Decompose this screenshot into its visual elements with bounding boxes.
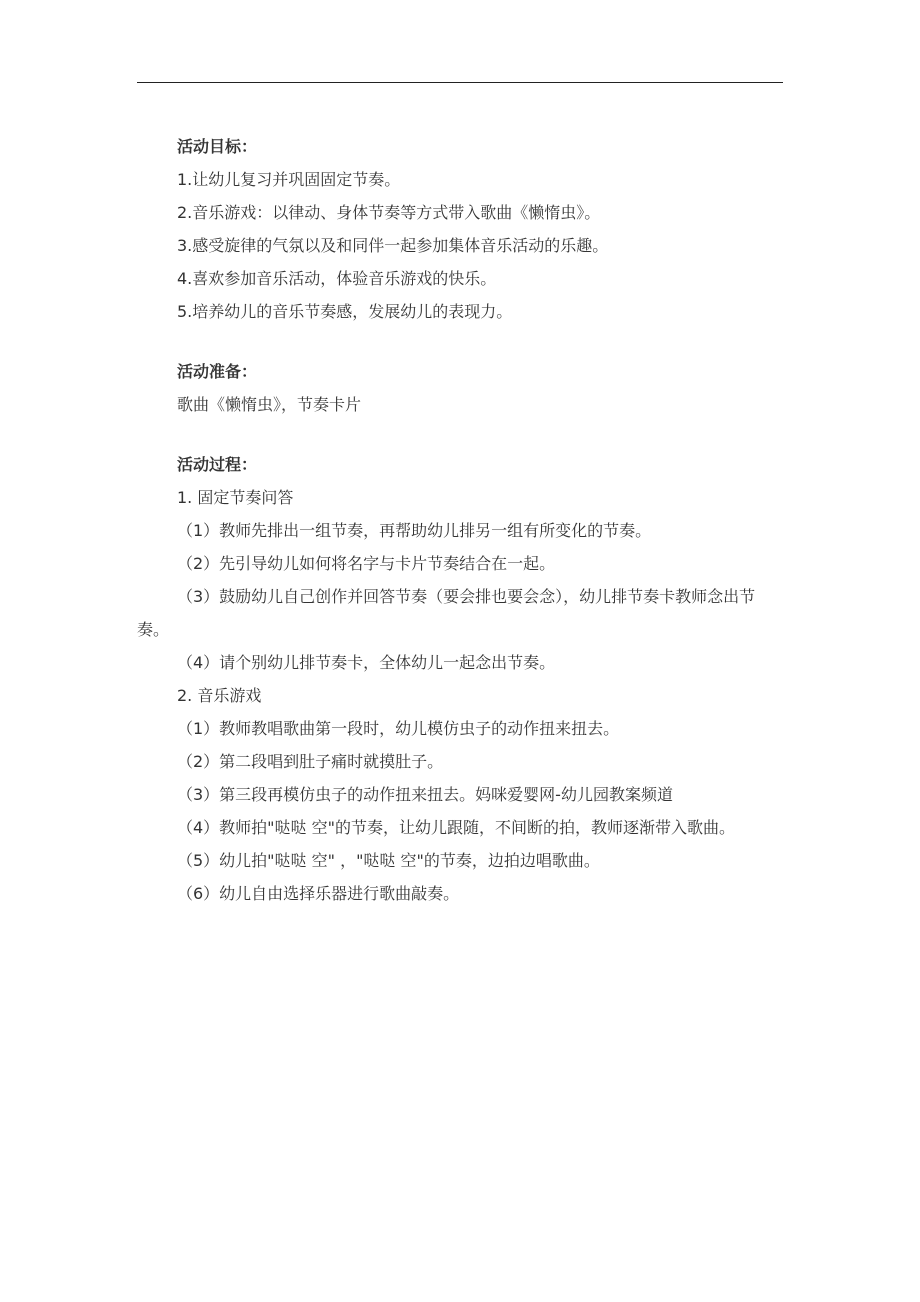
prep-text: 歌曲《懒惰虫》，节奏卡片: [177, 395, 362, 414]
process-step: （3）第三段再模仿虫子的动作扭来扭去。妈咪爱婴网-幼儿园教案频道: [177, 785, 673, 804]
document-body: [137, 130, 783, 910]
process-step: （5）幼儿拍"哒哒 空" ，"哒哒 空"的节奏，边拍边唱歌曲。: [177, 851, 600, 870]
process-heading: 活动过程：: [177, 455, 258, 474]
process-step: （2）第二段唱到肚子痛时就摸肚子。: [177, 752, 444, 771]
process-step: （2）先引导幼儿如何将名字与卡片节奏结合在一起。: [177, 554, 556, 573]
header-rule: [137, 82, 783, 83]
process-step: （3）鼓励幼儿自己创作并回答节奏（要会排也要会念），幼儿排节奏卡教师念出节奏。: [137, 587, 756, 639]
goal-item: 2.音乐游戏：以律动、身体节奏等方式带入歌曲《懒惰虫》。: [177, 203, 601, 222]
goals-heading: 活动目标：: [177, 137, 258, 156]
process-part1-title: 1. 固定节奏问答: [177, 488, 294, 507]
process-step: （6）幼儿自由选择乐器进行歌曲敲奏。: [177, 884, 460, 903]
process-step: （1）教师先排出一组节奏，再帮助幼儿排另一组有所变化的节奏。: [177, 521, 652, 540]
goal-item: 5.培养幼儿的音乐节奏感，发展幼儿的表现力。: [177, 302, 513, 321]
process-step: （4）教师拍"哒哒 空"的节奏，让幼儿跟随，不间断的拍，教师逐渐带入歌曲。: [177, 818, 735, 837]
process-part2-title: 2. 音乐游戏: [177, 686, 262, 705]
process-step: （4）请个别幼儿排节奏卡，全体幼儿一起念出节奏。: [177, 653, 556, 672]
section-spacer: [137, 328, 783, 355]
goal-item: 4.喜欢参加音乐活动，体验音乐游戏的快乐。: [177, 269, 497, 288]
goal-item: 3.感受旋律的气氛以及和同伴一起参加集体音乐活动的乐趣。: [177, 236, 609, 255]
process-step: （1）教师教唱歌曲第一段时，幼儿模仿虫子的动作扭来扭去。: [177, 719, 620, 738]
prep-heading: 活动准备：: [177, 362, 258, 381]
section-spacer: [137, 421, 783, 448]
goal-item: 1.让幼儿复习并巩固固定节奏。: [177, 170, 401, 189]
